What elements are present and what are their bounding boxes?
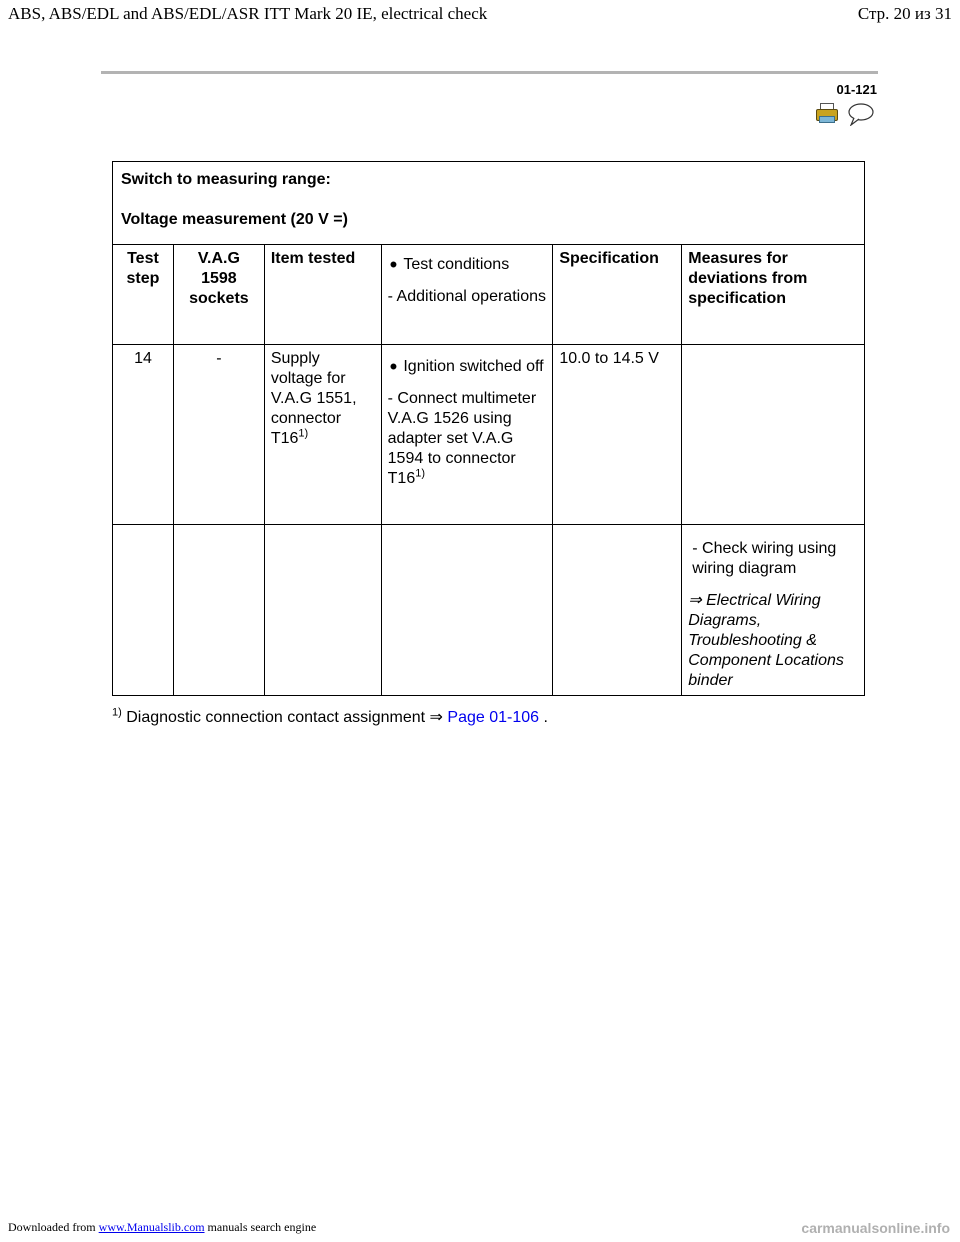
page-code: 01-121 [836, 82, 877, 97]
header-divider [101, 71, 878, 74]
speech-bubble-icon[interactable] [845, 102, 875, 126]
credit-suffix: manuals search engine [207, 1220, 317, 1234]
footnote-marker: 1) [112, 706, 122, 719]
footnote-text: Diagnostic connection contact assignment [126, 709, 426, 726]
page-link[interactable]: Page 01-106 [447, 709, 540, 726]
voltage-measurement-label: Voltage measurement (20 V =) [121, 211, 348, 228]
operation-text: - Connect multimeter V.A.G 1526 using adapter set V.A.G 1594 to connector T16 [387, 390, 537, 487]
bullet-icon: • [389, 252, 398, 277]
check-wiring-text: - Check wiring using wiring diagram [692, 540, 837, 577]
measuring-range-label: Switch to measuring range: [121, 171, 331, 188]
watermark: carmanualsonline.info [801, 1220, 950, 1236]
table-row [113, 345, 865, 525]
conditions-cell [381, 345, 553, 525]
header-specification: Specification [553, 245, 682, 345]
header-conditions [381, 245, 553, 345]
footnote-tail: . [543, 709, 548, 726]
item-tested-cell [264, 345, 381, 525]
condition-text: Ignition switched off [403, 358, 544, 375]
page-indicator: Стр. 20 из 31 [857, 4, 952, 23]
specification-cell: 10.0 to 14.5 V [553, 345, 682, 525]
table-row [113, 525, 865, 696]
document-title: ABS, ABS/EDL and ABS/EDL/ASR ITT Mark 20 IE, electrical check [8, 4, 488, 23]
header-item-tested: Item tested [264, 245, 381, 345]
bullet-icon: • [389, 354, 398, 379]
page-tools [815, 102, 875, 126]
link-arrow-icon: ⇒ [429, 709, 443, 726]
header-vag-sockets: V.A.G 1598 sockets [173, 245, 264, 345]
item-tested-text: Supply voltage for V.A.G 1551, connector T16 [270, 350, 357, 447]
header-additional-operations: - Additional operations [387, 288, 546, 305]
header-measures: Measures for deviations from specification [682, 245, 865, 345]
footnote-ref: 1) [298, 427, 309, 440]
test-table [112, 161, 865, 696]
sockets-cell: - [173, 345, 264, 525]
header-test-step: Test step [113, 245, 174, 345]
measures-cell [682, 345, 865, 525]
manualslib-link[interactable]: www.Manualslib.com [98, 1220, 205, 1234]
wiring-diagrams-reference[interactable]: Electrical Wiring Diagrams, Troubleshooting & Component Locations binder [688, 592, 844, 689]
download-credit [8, 1220, 316, 1235]
test-step-cell: 14 [113, 345, 174, 525]
header-test-conditions: Test conditions [403, 256, 510, 273]
footnote-ref: 1) [415, 467, 426, 480]
printer-icon[interactable] [815, 102, 837, 122]
measures-cell [682, 525, 865, 696]
footnote [112, 707, 548, 727]
reference-arrow-icon: ⇒ [688, 592, 702, 609]
measuring-range-title [113, 162, 865, 245]
credit-prefix: Downloaded from [8, 1220, 96, 1234]
